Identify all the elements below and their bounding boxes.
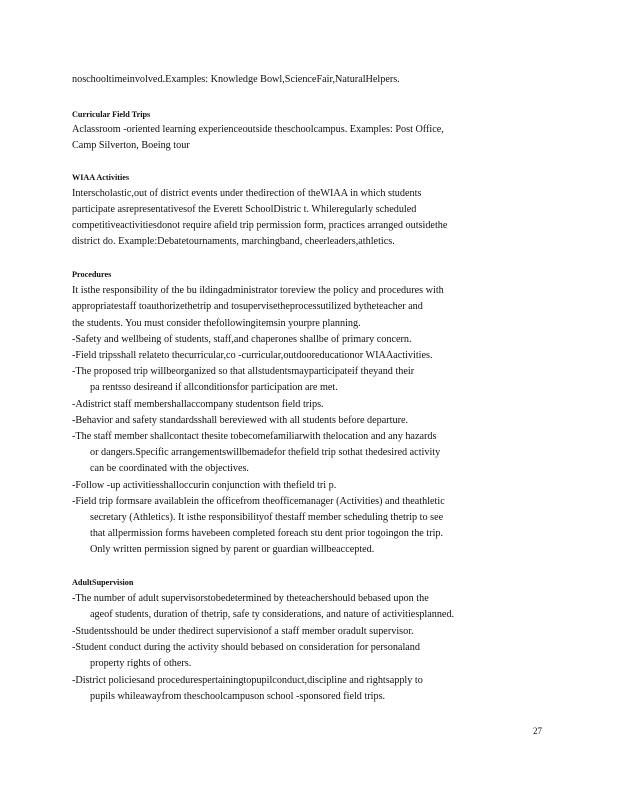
adult-line-2: -Studentsshould be under thedirect supervisionof a staff member oradult supervisor. [72,626,414,637]
procedures-line-5: -Field tripsshall relateto thecurricular,co -curricular,outdooreducationor WIAAactivities. [72,350,433,361]
curricular-line-2: Camp Silverton, Boeing tour [72,140,190,151]
procedures-line-3: the students. You must consider thefollowingitemsin yourpre planning. [72,318,361,329]
procedures-line-2: appropriatestaff toauthorizethetrip and tosupervisetheprocessutilized bytheteacher and [72,301,423,312]
procedures-indent-3b: that allpermission forms havebeen completed foreach stu dent prior togoingon the trip. [90,528,444,539]
procedures-line-4: -Safety and wellbeing of students, staff,and chaperones shallbe of primary concern. [72,334,412,345]
wiaa-line-3: competitiveactivitiesdonot require afield trip permission form, practices arranged outsidethe [72,220,448,231]
procedures-indent-1: pa rentsso desireand if allconditionsfor participation are met. [90,382,338,393]
procedures-indent-2b: can be coordinated with the objectives. [90,463,249,474]
adult-supervision-heading: AdultSupervision [72,578,134,587]
procedures-line-7: -Adistrict staff membershallaccompany studentson field trips. [72,399,324,410]
procedures-line-10: -Follow -up activitiesshalloccurin conjunction with thefield tri p. [72,480,337,491]
curricular-line-1: Aclassroom -oriented learning experienceoutside theschoolcampus. Examples: Post Office, [72,124,444,135]
adult-indent-3: pupils whileawayfrom theschoolcampuson school -sponsored field trips. [90,691,386,702]
adult-indent-1: ageof students, duration of thetrip, safe ty considerations, and nature of activitiesplanned. [90,609,455,620]
wiaa-line-1: Interscholastic,out of district events under thedirection of theWIAA in which students [72,188,422,199]
intro-line: noschooltimeinvolved.Examples: Knowledge Bowl,ScienceFair,NaturalHelpers. [72,74,400,85]
page-number: 27 [533,726,542,736]
adult-line-3: -Student conduct during the activity should bebased on consideration for personaland [72,642,420,653]
procedures-indent-2a: or dangers.Specific arrangementswillbemadefor thefield trip sothat thedesired activity [90,447,441,458]
procedures-indent-3c: Only written permission signed by parent or guardian willbeaccepted. [90,544,375,555]
procedures-line-9: -The staff member shallcontact thesite tobecomefamiliarwith thelocation and any hazards [72,431,437,442]
procedures-indent-3a: secretary (Athletics). It isthe responsibilityof thestaff member scheduling thetrip to see [90,512,444,523]
procedures-line-8: -Behavior and safety standardsshall bereviewed with all students before departure. [72,415,409,426]
wiaa-heading: WIAA Activities [72,173,130,182]
adult-line-1: -The number of adult supervisorstobedetermined by theteachershould bebased upon the [72,593,429,604]
procedures-heading: Procedures [72,270,112,279]
procedures-line-6: -The proposed trip willbeorganized so that allstudentsmayparticipateif theyand their [72,366,415,377]
wiaa-line-2: participate asrepresentativesof the Everett SchoolDistric t. Whileregularly scheduled [72,204,417,215]
procedures-line-1: It isthe responsibility of the bu ildingadministrator toreview the policy and procedures with [72,285,444,296]
procedures-line-11: -Field trip formsare availablein the officefrom theofficemanager (Activities) and theathletic [72,496,445,507]
curricular-heading: Curricular Field Trips [72,110,151,119]
wiaa-line-4: district do. Example:Debatetournaments, marchingband, cheerleaders,athletics. [72,236,395,247]
adult-line-4: -District policiesand procedurespertainingtopupilconduct,discipline and rightsapply to [72,675,423,686]
adult-indent-2: property rights of others. [90,658,192,669]
